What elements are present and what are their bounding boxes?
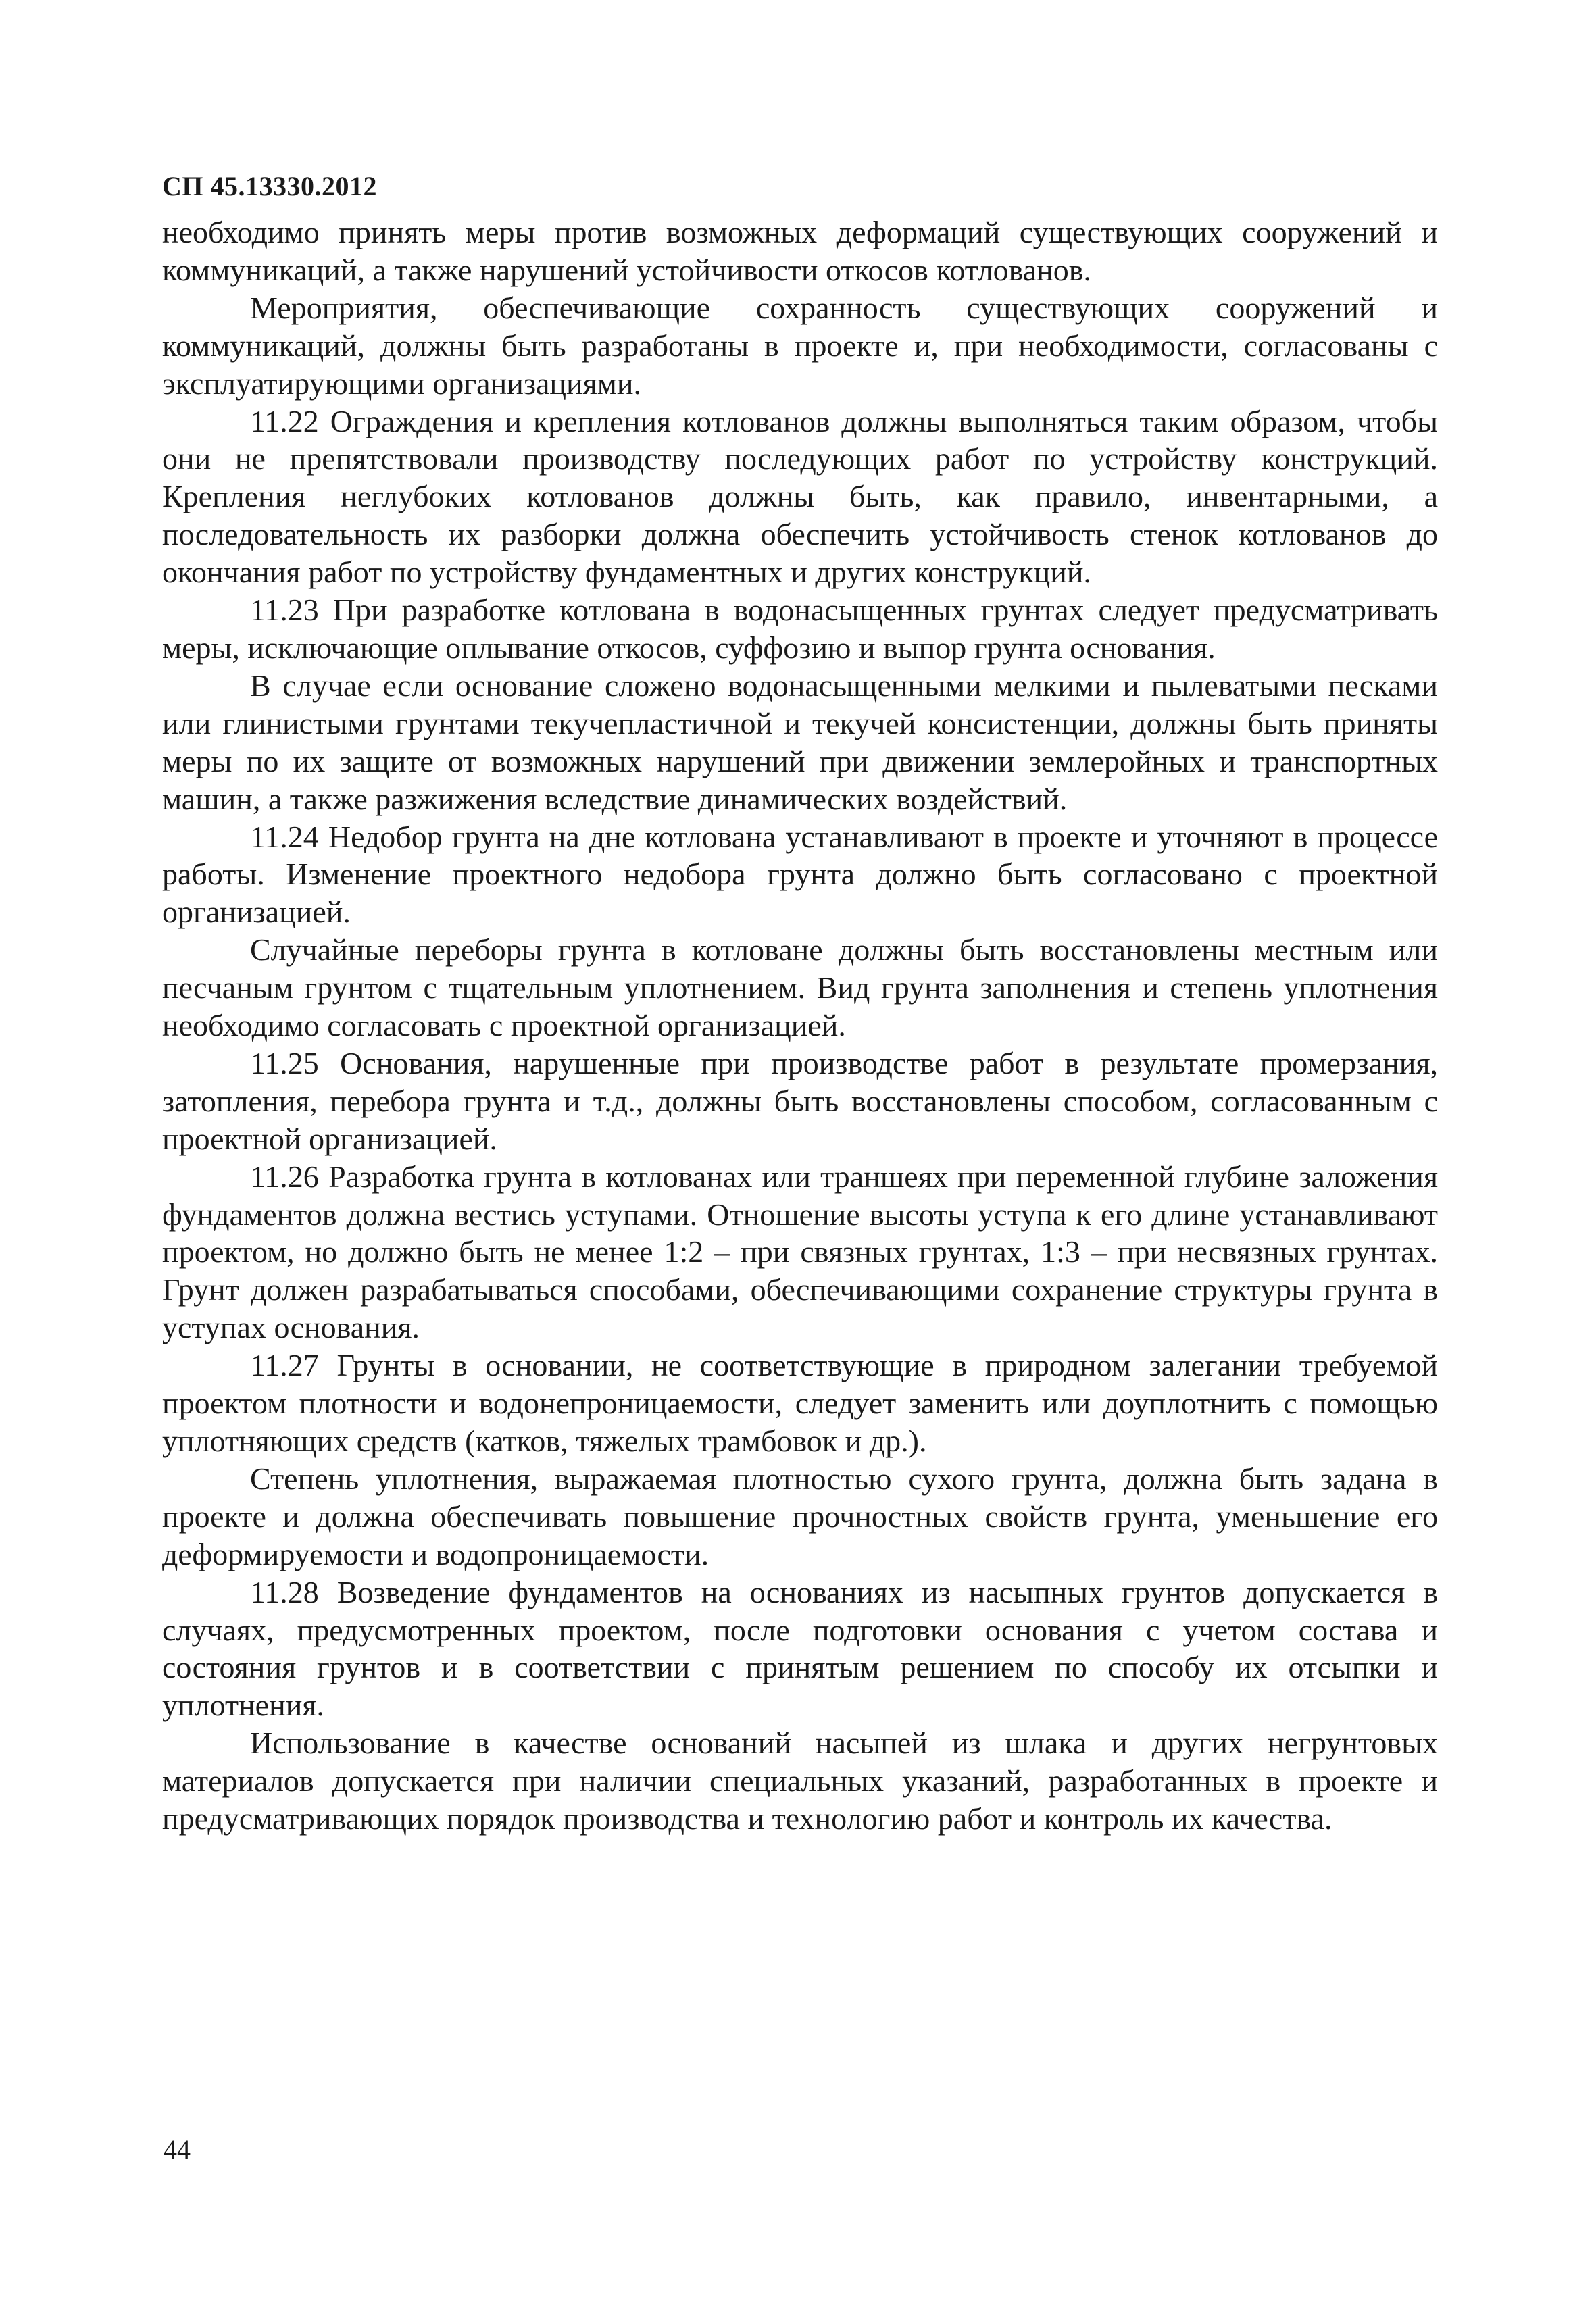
paragraph-11-25: 11.25 Основания, нарушенные при производстве работ в результате промерзания, затопления, перебора грунта и т.д., должны быть восстановлены способом, согласованным с проектной организацией. <box>162 1045 1438 1156</box>
paragraph-11-28: 11.28 Возведение фундаментов на основаниях из насыпных грунтов допускается в случаях, предусмотренных проектом, после подготовки основания с учетом состава и состояния грунтов и в соответствии с принятым решением по способу их отсыпки и уплотнения. <box>162 1574 1438 1723</box>
paragraph-11-26: 11.26 Разработка грунта в котлованах или траншеях при переменной глубине заложения фундаментов должна вестись уступами. Отношение высоты уступа к его длине устанавливают проектом, но должно быть не менее 1:2 – при связных грунтах, 1:3 – при несвязных грунтах. Грунт должен разрабатываться способами, обеспечивающими сохранение структуры грунта в уступах основания. <box>162 1159 1438 1345</box>
paragraph: Использование в качестве оснований насыпей из шлака и других негрунтовых материалов допускается при наличии специальных указаний, разработанных в проекте и предусматривающих порядок производства и технологию работ и контроль их качества. <box>162 1726 1438 1836</box>
paragraph: Случайные переборы грунта в котловане должны быть восстановлены местным или песчаным грунтом с тщательным уплотнением. Вид грунта заполнения и степень уплотнения необходимо согласовать с проектной организацией. <box>162 932 1438 1043</box>
paragraph: В случае если основание сложено водонасыщенными мелкими и пылеватыми песками или глинистыми грунтами текучепластичной и текучей консистенции, должны быть приняты меры по их защите от возможных нарушений при движении землеройных и транспортных машин, а также разжижения вследствие динамических воздействий. <box>162 668 1438 816</box>
paragraph-11-22: 11.22 Ограждения и крепления котлованов должны выполняться таким образом, чтобы они не препятствовали производству последующих работ по устройству конструкций. Крепления неглубоких котлованов должны быть, как правило, инвентарными, а последовательность их разборки должна обеспечить устойчивость стенок котлованов до окончания работ по устройству фундаментных и других конструкций. <box>162 403 1438 590</box>
paragraph: Степень уплотнения, выражаемая плотностью сухого грунта, должна быть задана в проекте и должна обеспечивать повышение прочностных свойств грунта, уменьшение его деформируемости и водопроницаемости. <box>162 1461 1438 1571</box>
paragraph-11-23: 11.23 При разработке котлована в водонасыщенных грунтах следует предусматривать меры, исключающие оплывание откосов, суффозию и выпор грунта основания. <box>162 593 1438 665</box>
page-number: 44 <box>164 2134 191 2165</box>
document-code-header: СП 45.13330.2012 <box>162 171 377 201</box>
paragraph-11-24: 11.24 Недобор грунта на дне котлована устанавливают в проекте и уточняют в процессе работы. Изменение проектного недобора грунта должно быть согласовано с проектной организацией. <box>162 819 1438 930</box>
document-body <box>162 213 1438 1838</box>
paragraph: Мероприятия, обеспечивающие сохранность существующих сооружений и коммуникаций, должны быть разработаны в проекте и, при необходимости, согласованы с эксплуатирующими организациями. <box>162 290 1438 401</box>
paragraph-continuation: необходимо принять меры против возможных деформаций существующих сооружений и коммуникаций, а также нарушений устойчивости откосов котлованов. <box>162 215 1438 287</box>
paragraph-11-27: 11.27 Грунты в основании, не соответствующие в природном залегании требуемой проектом плотности и водонепроницаемости, следует заменить или доуплотнить с помощью уплотняющих средств (катков, тяжелых трамбовок и др.). <box>162 1348 1438 1458</box>
